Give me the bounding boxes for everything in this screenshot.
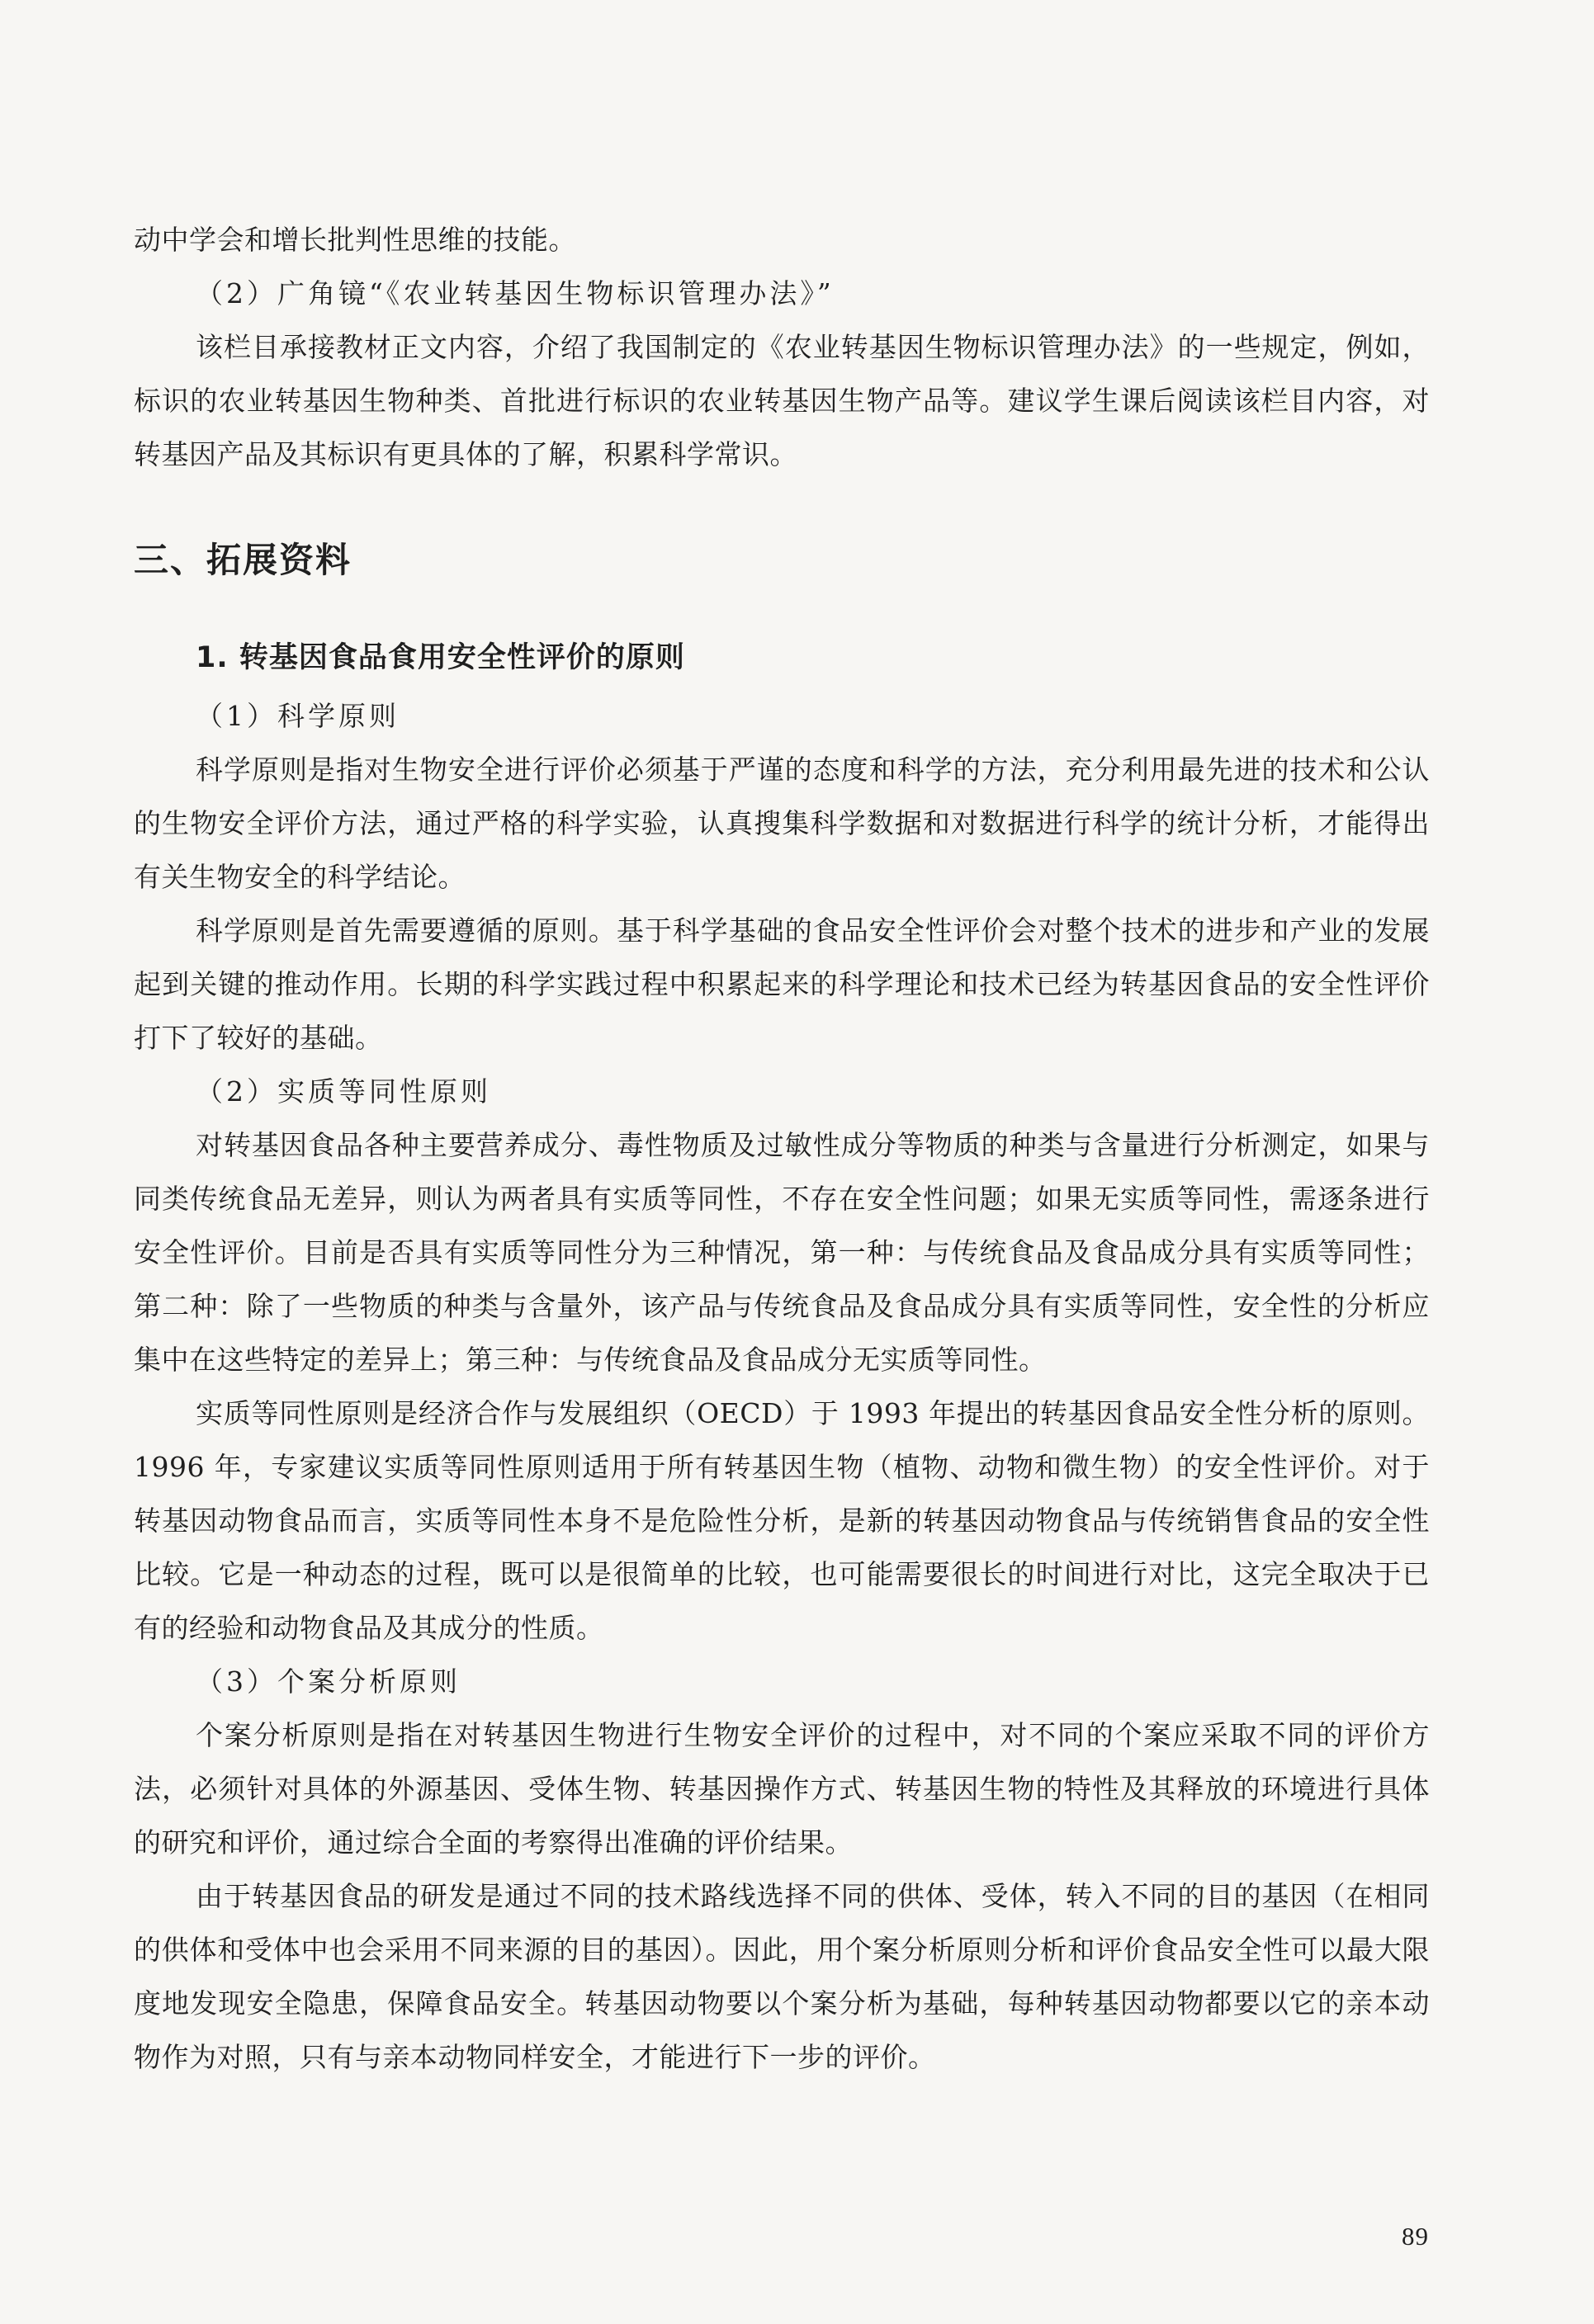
principle-3-paragraph-2: 由于转基因食品的研发是通过不同的技术路线选择不同的供体、受体，转入不同的目的基因（在相同的供体和受体中也会采用不同来源的目的基因）。因此，用个案分析原则分析和评价食品安全性可以最大限度地发现安全隐患，保障食品安全。转基因动物要以个案分析为基础，每种转基因动物都要以它的亲本动物作为对照，只有与亲本动物同样安全，才能进行下一步的评价。: [134, 1880, 1430, 2073]
item-2-title: （2）广角镜“《农业转基因生物标识管理办法》”: [196, 277, 835, 309]
principle-1-title: （1）科学原则: [196, 700, 400, 732]
principle-1-paragraph-1: 科学原则是指对生物安全进行评价必须基于严谨的态度和科学的方法，充分利用最先进的技术和公认的生物安全评价方法，通过严格的科学实验，认真搜集科学数据和对数据进行科学的统计分析，才能得出有关生物安全的科学结论。: [134, 753, 1430, 893]
subsection-title: 1. 转基因食品食用安全性评价的原则: [196, 641, 685, 674]
principle-2-paragraph-2: 实质等同性原则是经济合作与发展组织（OECD）于 1993 年提出的转基因食品安全性分析的原则。1996 年，专家建议实质等同性原则适用于所有转基因生物（植物、动物和微生物）的安全性评价。对于转基因动物食品而言，实质等同性本身不是危险性分析，是新的转基因动物食品与传统销售食品的安全性比较。它是一种动态的过程，既可以是很简单的比较，也可能需要很长的时间进行对比，这完全取决于已有的经验和动物食品及其成分的性质。: [134, 1397, 1430, 1644]
principle-2-paragraph-1: 对转基因食品各种主要营养成分、毒性物质及过敏性成分等物质的种类与含量进行分析测定，如果与同类传统食品无差异，则认为两者具有实质等同性，不存在安全性问题；如果无实质等同性，需逐条进行安全性评价。目前是否具有实质等同性分为三种情况，第一种：与传统食品及食品成分具有实质等同性；第二种：除了一些物质的种类与含量外，该产品与传统食品及食品成分具有实质等同性，安全性的分析应集中在这些特定的差异上；第三种：与传统食品及食品成分无实质等同性。: [134, 1129, 1430, 1376]
page-content: [134, 213, 1430, 2084]
principle-2-title: （2）实质等同性原则: [196, 1075, 491, 1108]
paragraph-intro: 动中学会和增长批判性思维的技能。: [134, 224, 576, 256]
item-2-body: 该栏目承接教材正文内容，介绍了我国制定的《农业转基因生物标识管理办法》的一些规定，例如，标识的农业转基因生物种类、首批进行标识的农业转基因生物产品等。建议学生课后阅读该栏目内容，对转基因产品及其标识有更具体的了解，积累科学常识。: [134, 331, 1430, 470]
principle-1-paragraph-2: 科学原则是首先需要遵循的原则。基于科学基础的食品安全性评价会对整个技术的进步和产业的发展起到关键的推动作用。长期的科学实践过程中积累起来的科学理论和技术已经为转基因食品的安全性评价打下了较好的基础。: [134, 914, 1430, 1054]
principle-3-title: （3）个案分析原则: [196, 1665, 461, 1698]
principle-3-paragraph-1: 个案分析原则是指在对转基因生物进行生物安全评价的过程中，对不同的个案应采取不同的评价方法，必须针对具体的外源基因、受体生物、转基因操作方式、转基因生物的特性及其释放的环境进行具体的研究和评价，通过综合全面的考察得出准确的评价结果。: [134, 1719, 1430, 1859]
page-number: 89: [1402, 2222, 1429, 2251]
section-title: 三、拓展资料: [134, 540, 352, 580]
